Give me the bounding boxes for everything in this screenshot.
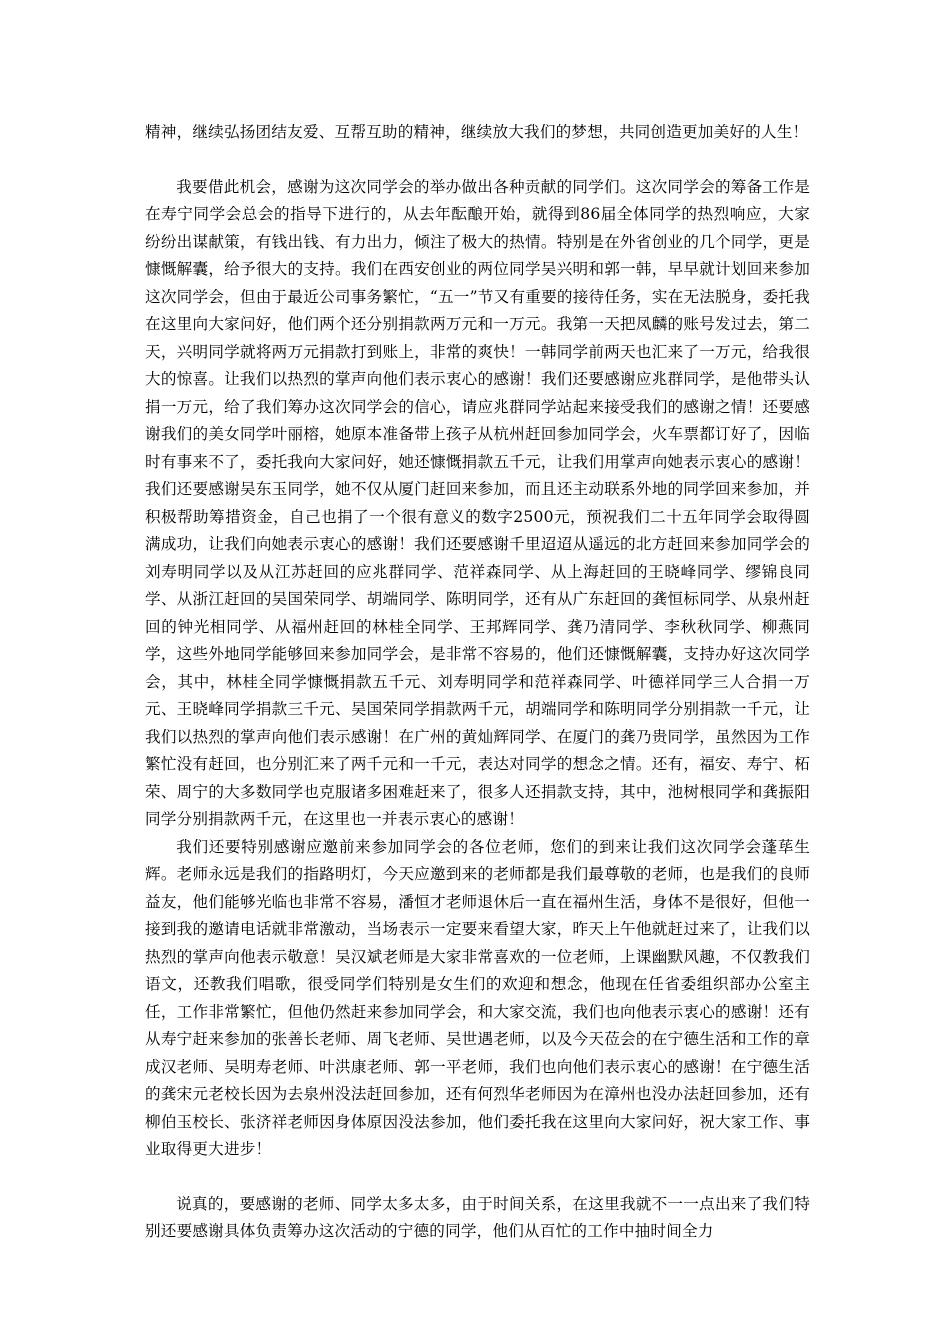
paragraph-thanks-teachers: 我们还要特别感谢应邀前来参加同学会的各位老师，您们的到来让我们这次同学会蓬荜生辉。老师永远是我们的指路明灯，今天应邀到来的老师都是我们最尊敬的老师，也是我们的良师益友，他们能够光临也非常不容易，潘恒才老师退休后一直在福州生活，身体不是很好，但他一接到我的邀请电话就非常激动，当场表示一定要来看望大家，昨天上午他就赶过来了，让我们以热烈的掌声向他表示敬意！吴汉斌老师是大家非常喜欢的一位老师，上课幽默风趣，不仅教我们语文，还教我们唱歌，很受同学们特别是女生们的欢迎和想念，他现在任省委组织部办公室主任，工作非常繁忙，但他仍然赶来参加同学会，和大家交流，我们也向他表示衷心的感谢！还有从寿宁赶来参加的张善长老师、周飞老师、吴世遇老师，以及今天莅会的在宁德生活和工作的章成汉老师、吴明寿老师、叶洪康老师、郭一平老师，我们也向他们表示衷心的感谢！在宁德生活的龚宋元老校长因为去泉州没法赶回参加，还有何烈华老师因为在漳州也没办法赶回参加，还有柳伯玉校长、张济祥老师因身体原因没法参加，他们委托我在这里向大家问好，祝大家工作、事业取得更大进步！ — [145, 837, 810, 1158]
paragraph-continuation: 精神，继续弘扬团结友爱、互帮互助的精神，继续放大我们的梦想，共同创造更加美好的人生！ — [145, 123, 809, 141]
paragraph-thanks-classmates: 我要借此机会，感谢为这次同学会的举办做出各种贡献的同学们。这次同学会的筹备工作是在寿宁同学会总会的指导下进行的，从去年酝酿开始，就得到86届全体同学的热烈响应，大家纷纷出谋献策，有钱出钱、有力出力，倾注了极大的热情。特别是在外省创业的几个同学，更是慷慨解囊，给予很大的支持。我们在西安创业的两位同学吴兴明和郭一韩，早早就计划回来参加这次同学会，但由于最近公司事务繁忙，“五一”节又有重要的接待任务，实在无法脱身，委托我在这里向大家问好，他们两个还分别捐款两万元和一万元。我第一天把凤麟的账号发过去，第二天，兴明同学就将两万元捐款打到账上，非常的爽快！一韩同学前两天也汇来了一万元，给我很大的惊喜。让我们以热烈的掌声向他们表示衷心的感谢！我们还要感谢应兆群同学，是他带头认捐一万元，给了我们筹办这次同学会的信心，请应兆群同学站起来接受我们的感谢之情！还要感谢我们的美女同学叶丽榕，她原本准备带上孩子从杭州赶回参加同学会，火车票都订好了，因临时有事来不了，委托我向大家问好，她还慷慨捐款五千元，让我们用掌声向她表示衷心的感谢！我们还要感谢吴东玉同学，她不仅从厦门赶回来参加，而且还主动联系外地的同学回来参加，并积极帮助筹措资金，自己也捐了一个很有意义的数字2500元，预祝我们二十五年同学会取得圆满成功，让我们向她表示衷心的感谢！我们还要感谢千里迢迢从遥远的北方赶回来参加同学会的刘寿明同学以及从江苏赶回的应兆群同学、范祥森同学、从上海赶回的王晓峰同学、缪锦良同学、从浙江赶回的吴国荣同学、胡端同学、陈明同学，还有从广东赶回的龚恒标同学、从泉州赶回的钟光相同学、从福州赶回的林桂全同学、王邦辉同学、龚乃清同学、李秋秋同学、柳燕同学，这些外地同学能够回来参加同学会，是非常不容易的，他们还慷慨解囊，支持办好这次同学会，其中，林桂全同学慷慨捐款五千元、刘寿明同学和范祥森同学、叶德祥同学三人合捐一万元、王晓峰同学捐款三千元、吴国荣同学捐款两千元，胡端同学和陈明同学分别捐款一千元，让我们以热烈的掌声向他们表示感谢！在广州的黄灿辉同学、在厦门的龚乃贵同学，虽然因为工作繁忙没有赶回，也分别汇来了两千元和一千元，表达对同学的想念之情。还有，福安、寿宁、柘荣、周宁的大多数同学也克服诸多困难赶来了，很多人还捐款支持，其中，池树根同学和龚振阳同学分别捐款两千元，在这里也一并表示衷心的感谢！ — [145, 177, 810, 828]
document-body — [145, 119, 810, 1246]
paragraph-closing: 说真的，要感谢的老师、同学太多太多，由于时间关系，在这里我就不一一点出来了我们特别还要感谢具体负责筹办这次活动的宁德的同学，他们从百忙的工作中抽时间全力 — [145, 1194, 810, 1240]
